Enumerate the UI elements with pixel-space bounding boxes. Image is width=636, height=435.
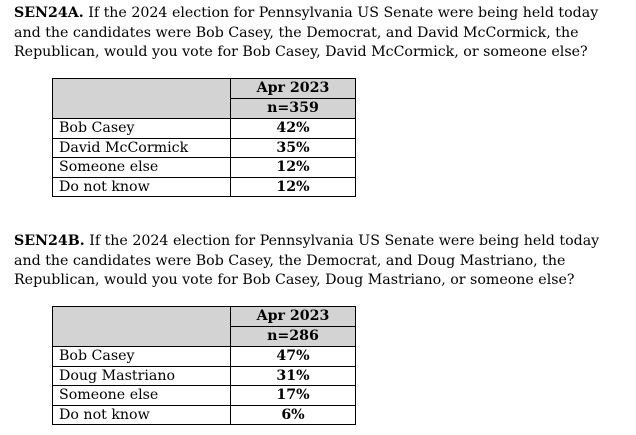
question-text: If the 2024 election for Pennsylvania US Senate were being held today and the candidates were Bob Casey, the Democrat, and David McCormick, the Republican, would you vote for Bob Casey, David McCormick, or someone else? [14,5,599,60]
row-value: 12% [231,158,356,178]
table-header-row [53,79,356,99]
results-table-sen24b [52,306,356,425]
header-blank-cell [53,79,231,119]
row-value: 12% [231,177,356,197]
table-row [53,347,356,367]
row-label: Someone else [53,158,231,178]
row-value: 6% [231,405,356,425]
column-header: Apr 2023 [231,79,356,99]
row-label: Bob Casey [53,119,231,139]
table-row [53,366,356,386]
row-label: Do not know [53,177,231,197]
row-label: David McCormick [53,138,231,158]
row-label: Doug Mastriano [53,366,231,386]
table-row [53,138,356,158]
question-sen24a [14,4,629,63]
sample-size: n=359 [231,99,356,119]
row-label: Do not know [53,405,231,425]
row-value: 47% [231,347,356,367]
table-row [53,119,356,139]
question-id: SEN24A. [14,5,84,21]
sample-size: n=286 [231,327,356,347]
question-id: SEN24B. [14,233,85,249]
row-value: 31% [231,366,356,386]
row-value: 42% [231,119,356,139]
column-header: Apr 2023 [231,307,356,327]
table-row [53,177,356,197]
question-text: If the 2024 election for Pennsylvania US Senate were being held today and the candidates were Bob Casey, the Democrat, and Doug Mastriano, the Republican, would you vote for Bob Casey, Doug Mastriano, or someone else? [14,233,600,288]
table-header-row [53,307,356,327]
header-blank-cell [53,307,231,347]
results-table-sen24a [52,78,356,197]
table-row [53,158,356,178]
row-label: Someone else [53,386,231,406]
row-value: 17% [231,386,356,406]
row-label: Bob Casey [53,347,231,367]
row-value: 35% [231,138,356,158]
table-row [53,405,356,425]
table-row [53,386,356,406]
question-sen24b [14,232,629,291]
